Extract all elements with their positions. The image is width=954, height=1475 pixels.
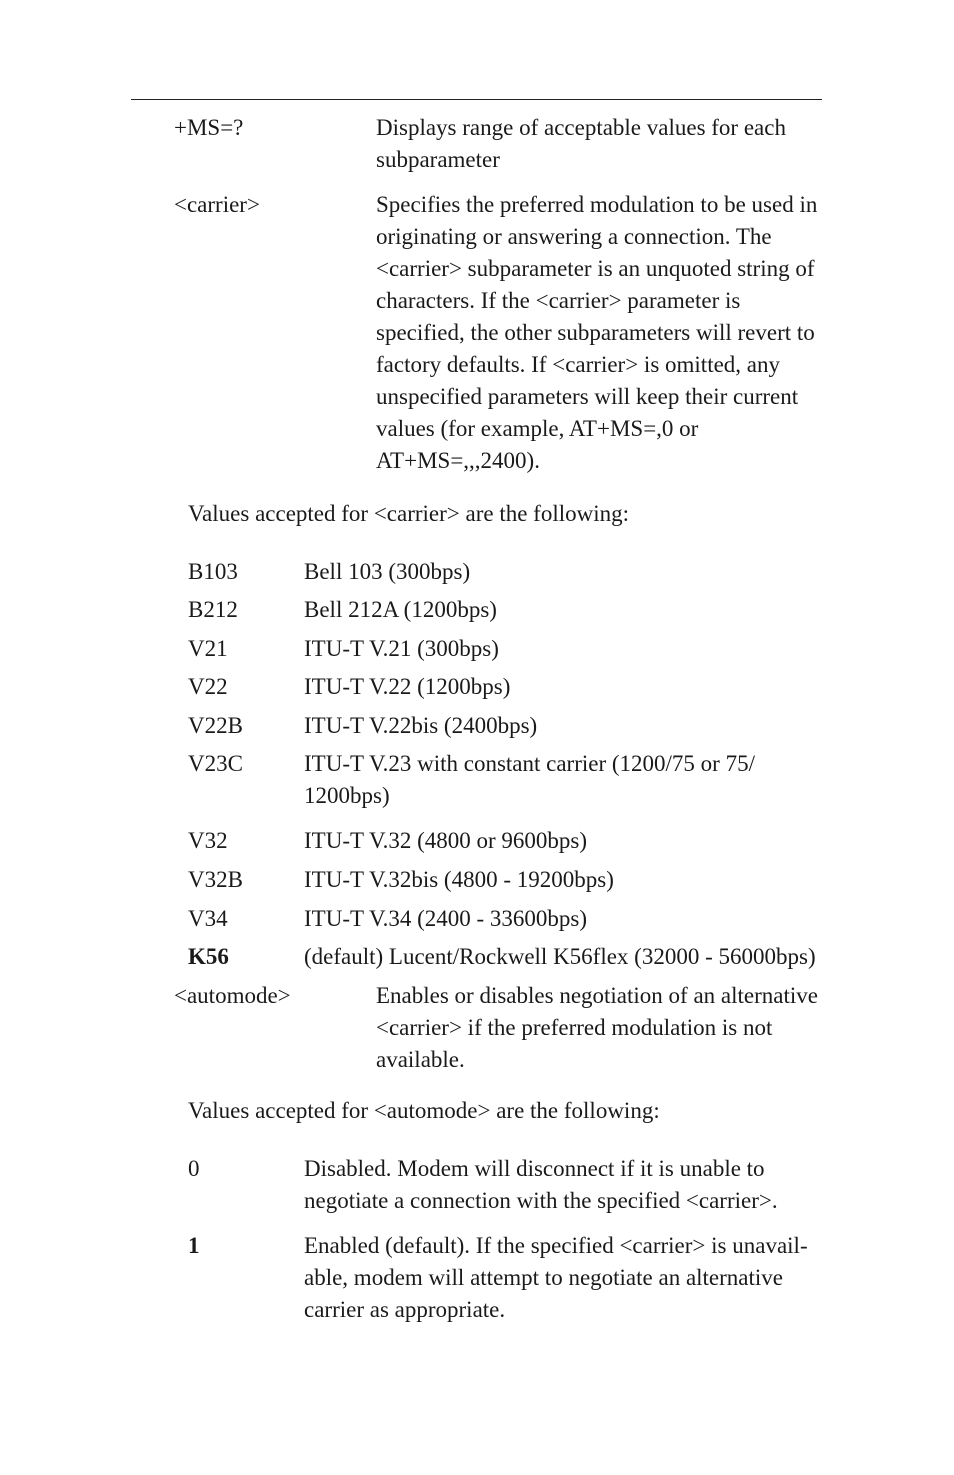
carrier-values-intro: Values accepted for <carrier> are the following: (188, 501, 630, 526)
param-term-carrier: <carrier> (174, 192, 260, 217)
automode-values-intro: Values accepted for <automode> are the following: (188, 1098, 660, 1123)
param-desc-carrier: Specifies the preferred modulation to be used in originating or answering a connection. The <carrier> subparameter is an unquoted string of characters. If the <carrier> parameter is specified, the other subparameters will revert to factory defaults. If <carrier> is omitted, any unspecified parameters will keep their current values (for example, AT+MS=,0 or AT+MS=,,,2400). (376, 192, 818, 473)
param-desc-ms-query: Displays range of acceptable values for each subparameter (376, 115, 786, 172)
carrier-desc: ITU-T V.22bis (2400bps) (304, 713, 538, 738)
param-term-ms-query: +MS=? (174, 115, 244, 140)
carrier-code: V32 (188, 828, 228, 853)
carrier-code: V32B (188, 867, 243, 892)
carrier-desc: ITU-T V.21 (300bps) (304, 636, 499, 661)
carrier-desc: ITU-T V.23 with constant carrier (1200/75 or 75/ 1200bps) (304, 751, 755, 808)
carrier-desc: Bell 103 (300bps) (304, 559, 471, 584)
automode-code-default: 1 (188, 1233, 200, 1258)
carrier-code: V22 (188, 674, 228, 699)
carrier-code: B212 (188, 597, 238, 622)
carrier-code: V34 (188, 906, 228, 931)
carrier-desc: (default) Lucent/Rockwell K56flex (32000 - 56000bps) (304, 944, 816, 969)
automode-code: 0 (188, 1156, 200, 1181)
carrier-code: V23C (188, 751, 243, 776)
automode-desc: Enabled (default). If the specified <carrier> is unavail-able, modem will attempt to negotiate an alternative carrier as appropriate. (304, 1233, 808, 1322)
carrier-code: V22B (188, 713, 243, 738)
carrier-code-default: K56 (188, 944, 229, 969)
carrier-code: V21 (188, 636, 228, 661)
header-rule (131, 99, 822, 100)
carrier-code: B103 (188, 559, 238, 584)
automode-desc: Disabled. Modem will disconnect if it is unable to negotiate a connection with the specified <carrier>. (304, 1156, 778, 1213)
carrier-desc: ITU-T V.32 (4800 or 9600bps) (304, 828, 588, 853)
carrier-desc: Bell 212A (1200bps) (304, 597, 497, 622)
carrier-desc: ITU-T V.34 (2400 - 33600bps) (304, 906, 588, 931)
carrier-desc: ITU-T V.22 (1200bps) (304, 674, 511, 699)
param-term-automode: <automode> (174, 983, 291, 1008)
param-desc-automode: Enables or disables negotiation of an alternative <carrier> if the preferred modulation is not available. (376, 983, 818, 1072)
carrier-desc: ITU-T V.32bis (4800 - 19200bps) (304, 867, 614, 892)
